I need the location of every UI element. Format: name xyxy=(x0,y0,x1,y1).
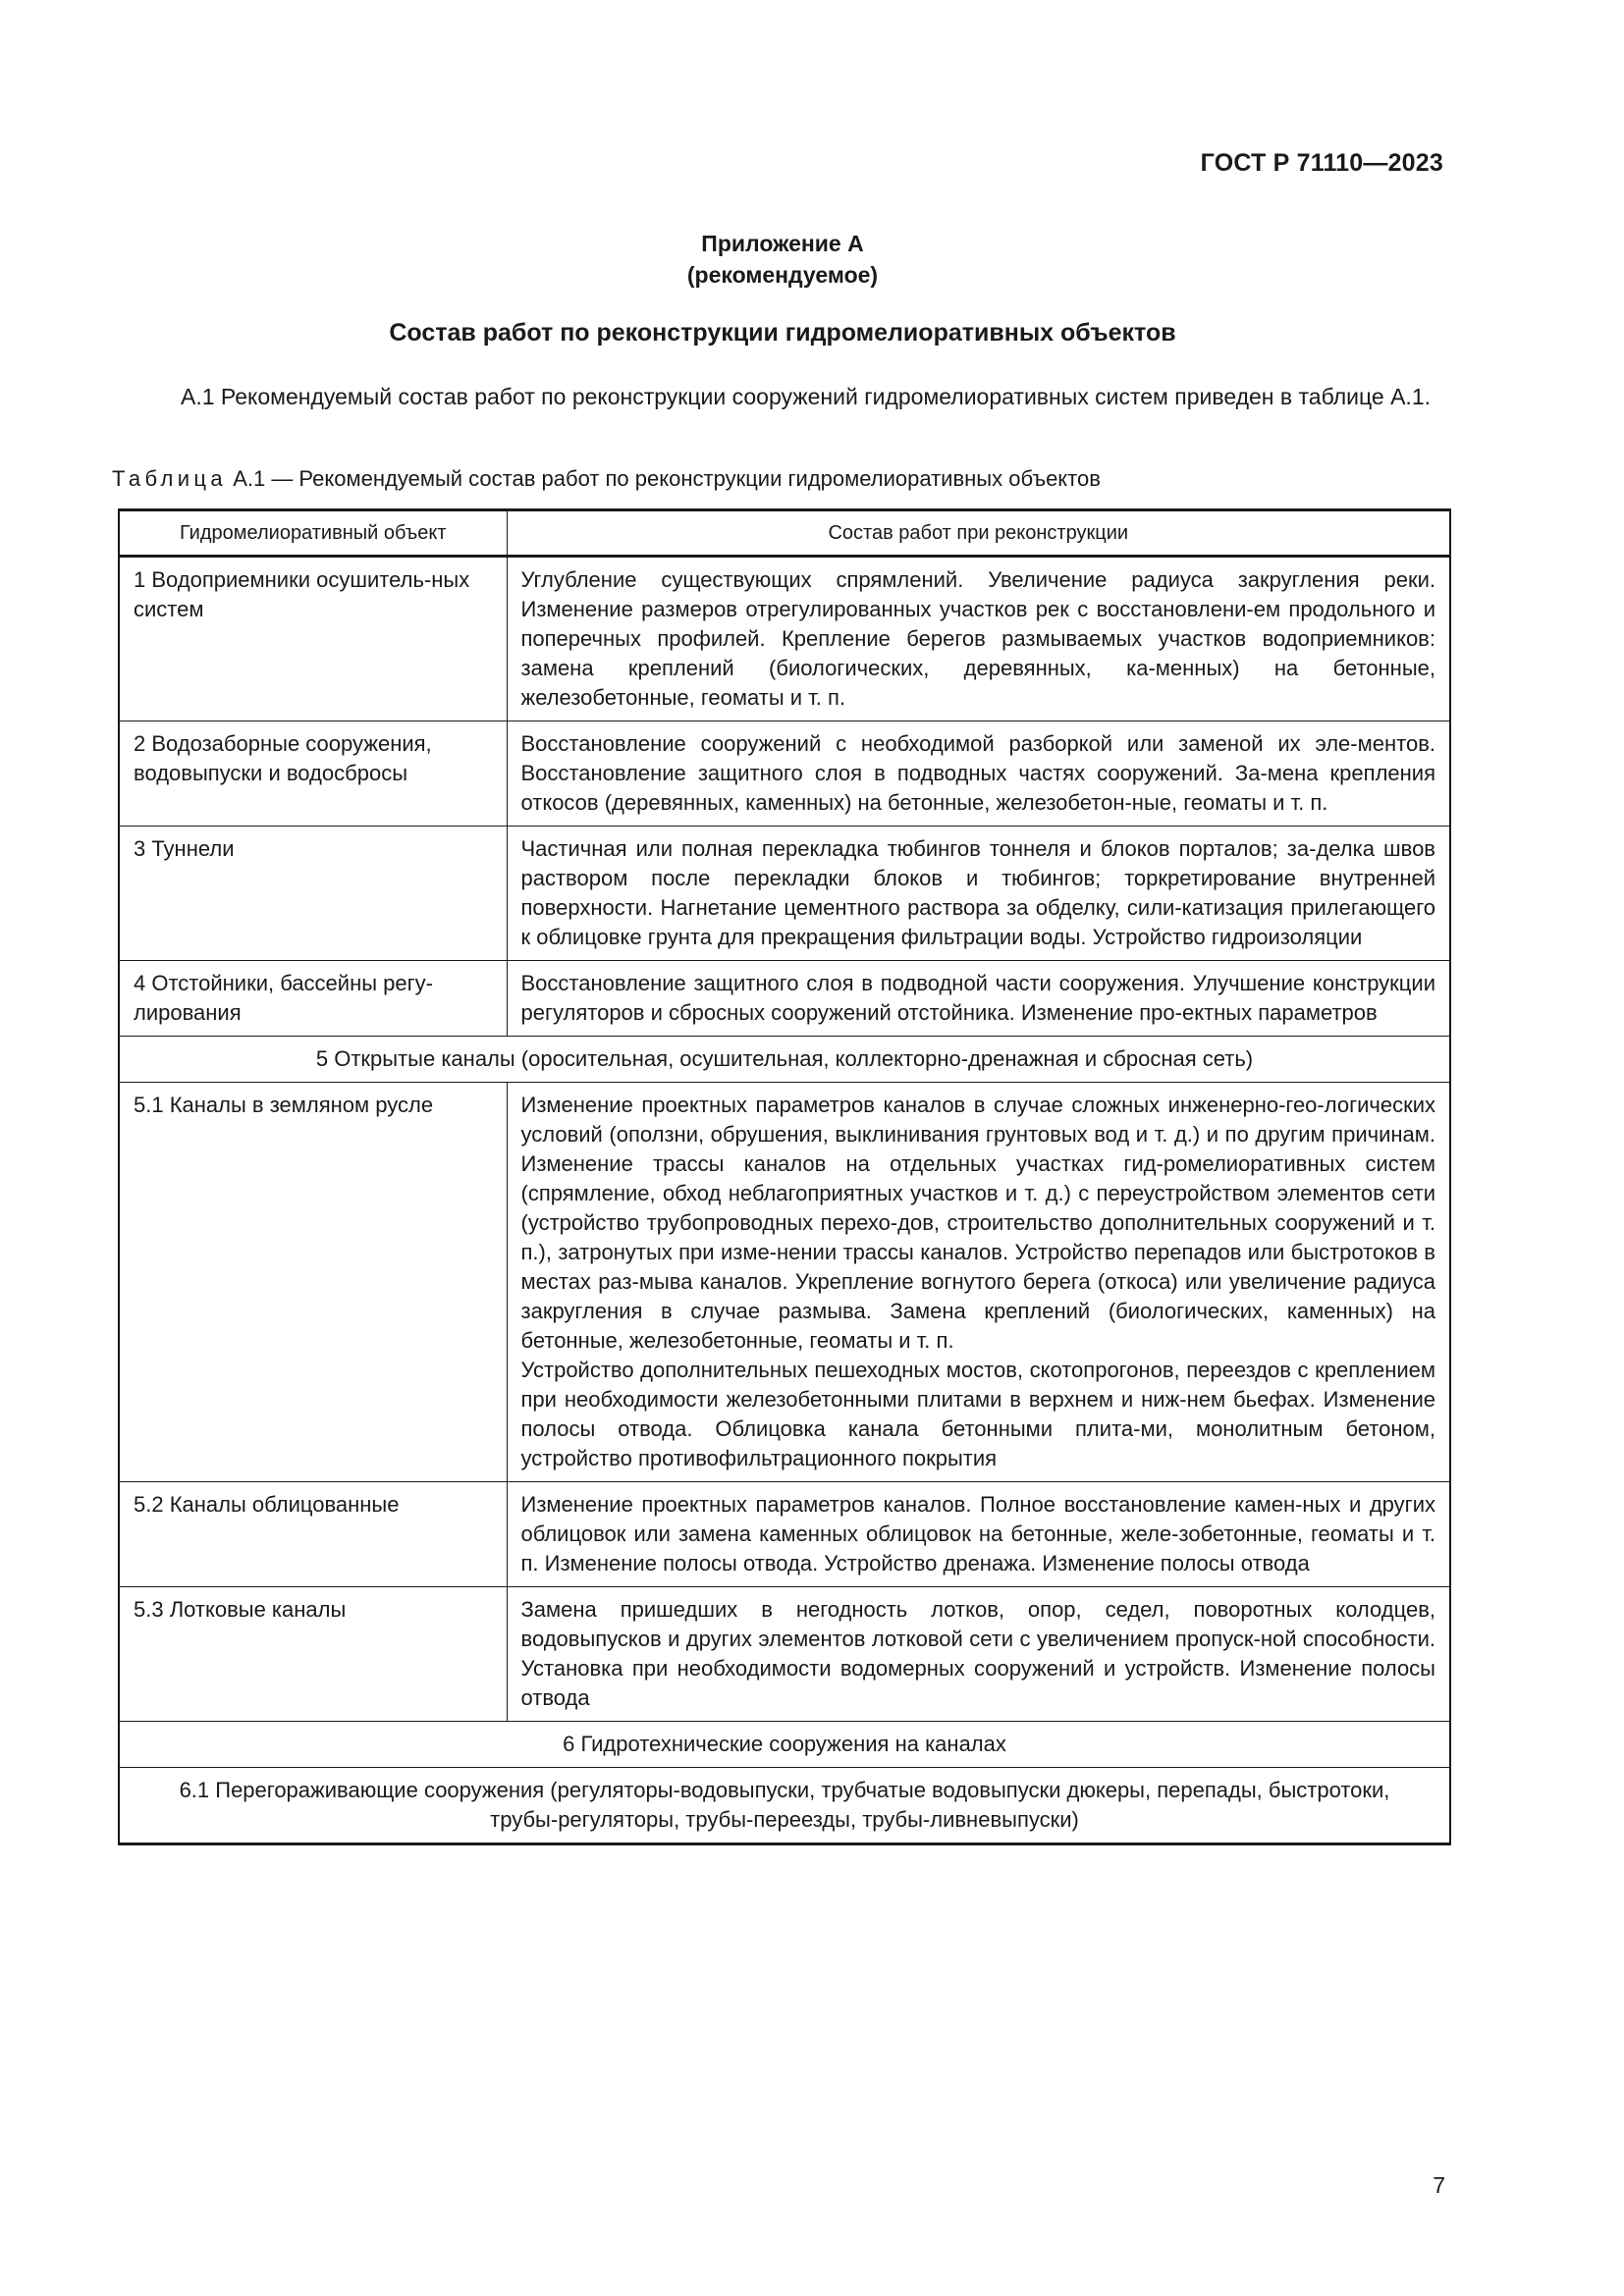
works-cell: Замена пришедших в негодность лотков, опор, седел, поворотных колодцев, водовыпусков и других элементов лотковой сети с увеличением пропуск-ной способности. Установка при необходимости водомерных сооружений и устройств. Изменение полосы отвода xyxy=(507,1587,1450,1722)
page-number: 7 xyxy=(1433,2172,1445,2198)
table-row xyxy=(119,557,1450,721)
works-table xyxy=(118,508,1451,1845)
section-5-heading: 5 Открытые каналы (оросительная, осушительная, коллекторно-дренажная и сбросная сеть) xyxy=(119,1037,1450,1083)
object-cell: 5.1 Каналы в земляном русле xyxy=(119,1083,507,1482)
object-cell: 5.3 Лотковые каналы xyxy=(119,1587,507,1722)
table-row xyxy=(119,1482,1450,1587)
works-cell: Углубление существующих спрямлений. Увеличение радиуса закругления реки. Изменение размеров отрегулированных участков рек с восстановлени-ем продольного и поперечных профилей. Крепление берегов размываемых участков водоприемников: замена креплений (биологических, деревянных, ка-менных) на бетонные, железобетонные, геоматы и т. п. xyxy=(507,557,1450,721)
object-cell: 3 Туннели xyxy=(119,827,507,961)
table-section-row xyxy=(119,1037,1450,1083)
column-header-works: Состав работ при реконструкции xyxy=(507,510,1450,557)
works-cell xyxy=(507,1083,1450,1482)
section-title: Состав работ по реконструкции гидромелиоративных объектов xyxy=(389,319,1176,347)
works-paragraph: Устройство дополнительных пешеходных мостов, скотопрогонов, переездов с креплением при необходимости железобетонными плитами в верхнем и ниж-нем бьефах. Изменение полосы отвода. Облицовка канала бетонными плита-ми, монолитным бетоном, устройство противофильтрационного покрытия xyxy=(520,1358,1435,1470)
section-6-heading: 6 Гидротехнические сооружения на каналах xyxy=(119,1722,1450,1768)
annex-subtitle: (рекомендуемое) xyxy=(686,262,879,288)
object-cell: 4 Отстойники, бассейны регу-лирования xyxy=(119,961,507,1037)
object-cell: 2 Водозаборные сооружения, водовыпуски и водосбросы xyxy=(119,721,507,827)
table-header-row xyxy=(119,510,1450,557)
annex-title: Приложение А xyxy=(701,231,864,256)
table-row xyxy=(119,961,1450,1037)
object-cell: 1 Водоприемники осушитель-ных систем xyxy=(119,557,507,721)
table-caption xyxy=(112,466,1101,492)
works-cell: Восстановление сооружений с необходимой разборкой или заменой их эле-ментов. Восстановление защитного слоя в подводных частях сооружений. За-мена крепления откосов (деревянных, каменных) на бетонные, железобетон-ные, геоматы и т. п. xyxy=(507,721,1450,827)
table-row xyxy=(119,827,1450,961)
table-section-row xyxy=(119,1768,1450,1844)
table-caption-text: А.1 — Рекомендуемый состав работ по реконструкции гидромелиоративных объектов xyxy=(233,466,1101,491)
works-paragraph: Изменение проектных параметров каналов в случае сложных инженерно-гео-логических условий (оползни, обрушения, выклинивания грунтовых вод и т. д.) и по другим причинам. Изменение трассы каналов на отдельных участках гид-ромелиоративных систем (спрямление, обход неблагоприятных участков и т. д.) с переустройством элементов сети (устройство трубопроводных перехо-дов, строительство дополнительных сооружений и т. п.), затронутых при изме-нении трассы каналов. Устройство перепадов или быстротоков в местах раз-мыва каналов. Укрепление вогнутого берега (откоса) или увеличение радиуса закругления в случае размыва. Замена креплений (биологических, каменных) на бетонные, железобетонные, геоматы и т. п. xyxy=(520,1093,1435,1353)
table-row xyxy=(119,721,1450,827)
table-caption-label: Таблица xyxy=(112,466,228,491)
annex-heading xyxy=(0,228,1565,291)
table-row xyxy=(119,1587,1450,1722)
works-cell: Изменение проектных параметров каналов. Полное восстановление камен-ных и других облицовок или замена каменных облицовок на бетонные, желе-зобетонные, геоматы и т. п. Изменение полосы отвода. Устройство дренажа. Изменение полосы отвода xyxy=(507,1482,1450,1587)
document-code: ГОСТ Р 71110—2023 xyxy=(1200,149,1443,177)
works-cell: Частичная или полная перекладка тюбингов тоннеля и блоков порталов; за-делка швов раствором после перекладки блоков и тюбингов; торкретирование внутренней поверхности. Нагнетание цементного раствора за обделку, сили-катизация прилегающего к облицовке грунта для прекращения фильтрации воды. Устройство гидроизоляции xyxy=(507,827,1450,961)
column-header-object: Гидромелиоративный объект xyxy=(119,510,507,557)
object-cell: 5.2 Каналы облицованные xyxy=(119,1482,507,1587)
table-section-row xyxy=(119,1722,1450,1768)
section-6-1-heading: 6.1 Перегораживающие сооружения (регуляторы-водовыпуски, трубчатые водовыпуски дюкеры, перепады, быстротоки, трубы-регуляторы, трубы-переезды, трубы-ливневыпуски) xyxy=(119,1768,1450,1844)
table-row xyxy=(119,1083,1450,1482)
intro-paragraph: А.1 Рекомендуемый состав работ по реконструкции сооружений гидромелиоративных систем приведен в таблице А.1. xyxy=(181,384,1431,409)
works-cell: Восстановление защитного слоя в подводной части сооружения. Улучшение конструкции регуляторов и сбросных сооружений отстойника. Изменение про-ектных параметров xyxy=(507,961,1450,1037)
